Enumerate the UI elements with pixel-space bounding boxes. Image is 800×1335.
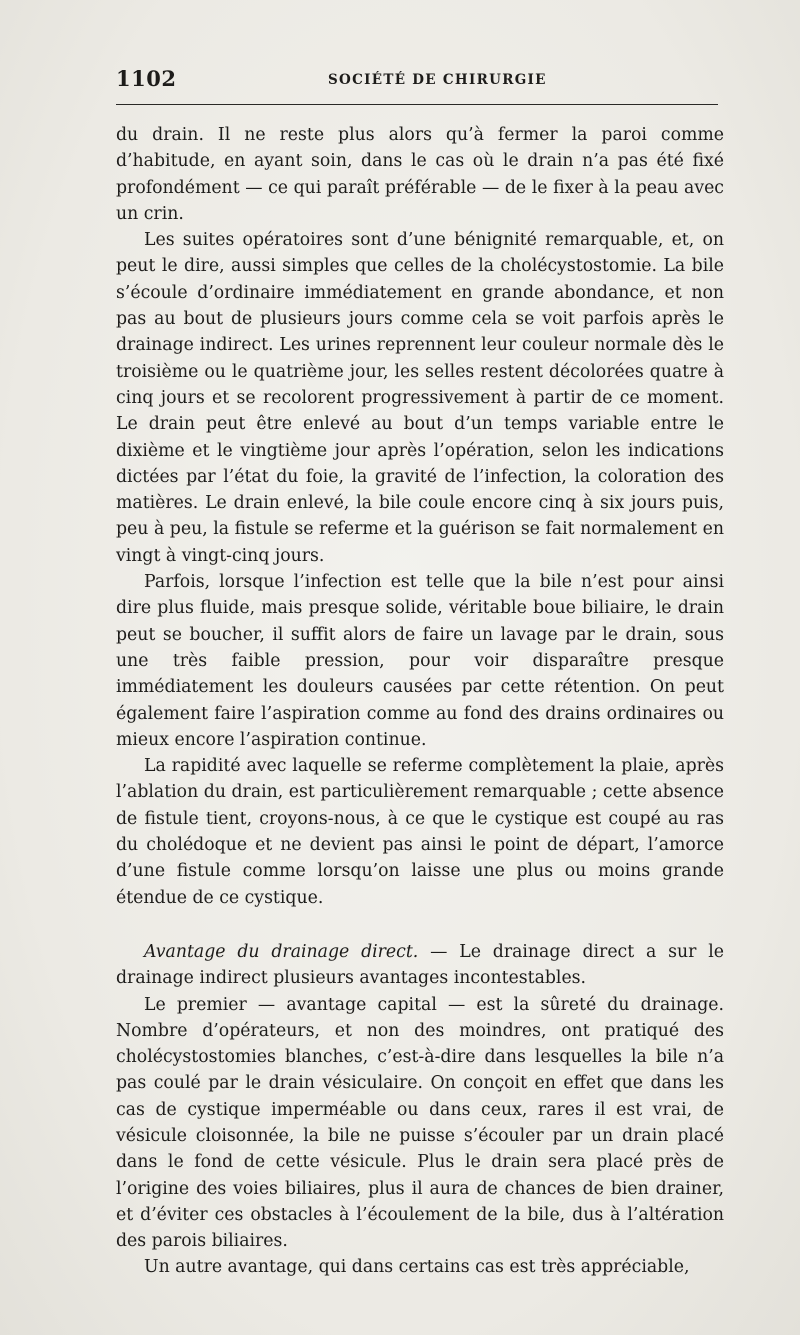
paragraph-continuation: du drain. Il ne reste plus alors qu’à fermer la paroi comme d’habitude, en ayant soin, dans le cas où le drain n’a pas été fixé profondément — ce qui paraît préférable — de le fixer à la peau avec un crin. (116, 125, 724, 224)
paragraph: Le premier — avantage capital — est la sûreté du drainage. Nombre d’opérateurs, et non des moindres, ont pratiqué des cholécystostomies blanches, c’est-à-dire dans lesquelles la bile n’a pas coulé par le drain vésiculaire. On conçoit en effet que dans les cas de cystique imperméable ou dans ceux, rares il est vrai, de vésicule cloisonnée, la bile ne puisse s’écouler par un drain placé dans le fond de cette vésicule. Plus le drain sera placé près de l’origine des voies biliaires, plus il aura de chances de bien drainer, et d’éviter ces obstacles à l’écoulement de la bile, dus à l’altération des parois biliaires. (116, 994, 724, 1252)
paragraph: Parfois, lorsque l’infection est telle que la bile n’est pour ainsi dire plus fluide, mais presque solide, véritable boue biliaire, le drain peut se boucher, il suffit alors de faire un lavage par le drain, sous une très faible pression, pour voir disparaître presque immédiatement les douleurs causées par cette rétention. On peut également faire l’aspiration comme au fond des drains ordinaires ou mieux encore l’aspiration continue. (116, 572, 724, 750)
section-paragraph (116, 939, 724, 992)
section-heading: Avantage du drainage direct. (144, 941, 419, 962)
running-title: SOCIÉTÉ DE CHIRURGIE (328, 72, 547, 88)
page-number: 1102 (116, 66, 177, 91)
page-header (116, 66, 718, 96)
section-spacer (116, 911, 724, 939)
paragraph: Les suites opératoires sont d’une bénignité remarquable, et, on peut le dire, aussi simples que celles de la cholécystostomie. La bile s’écoule d’ordinaire immédiatement en grande abondance, et non pas au bout de plusieurs jours comme cela se voit parfois après le drainage indirect. Les urines reprennent leur couleur normale dès le troisième ou le quatrième jour, les selles restent décolorées quatre à cinq jours et se recolorent progressivement à partir de ce moment. Le drain peut être enlevé au bout d’un temps variable entre le dixième et le vingtième jour après l’opération, selon les indications dictées par l’état du foie, la gravité de l’infection, la coloration des matières. Le drain enlevé, la bile coule encore cinq à six jours puis, peu à peu, la fistule se referme et la guérison se fait normalement en vingt à vingt-cinq jours. (116, 230, 724, 566)
header-rule (116, 104, 718, 105)
section-intro: — Le drainage direct a sur le drainage indirect plusieurs avantages incontestables. (116, 941, 724, 989)
paragraph-last: Un autre avantage, qui dans certains cas est très appréciable, (144, 1257, 690, 1278)
body-text (116, 122, 724, 1281)
paragraph: La rapidité avec laquelle se referme complètement la plaie, après l’ablation du drain, est particulièrement remarquable ; cette absence de fistule tient, croyons-nous, à ce que le cystique est coupé au ras du cholédoque et ne devient pas ainsi le point de départ, l’amorce d’une fistule comme lorsqu’on laisse une plus ou moins grande étendue de ce cystique. (116, 756, 724, 908)
